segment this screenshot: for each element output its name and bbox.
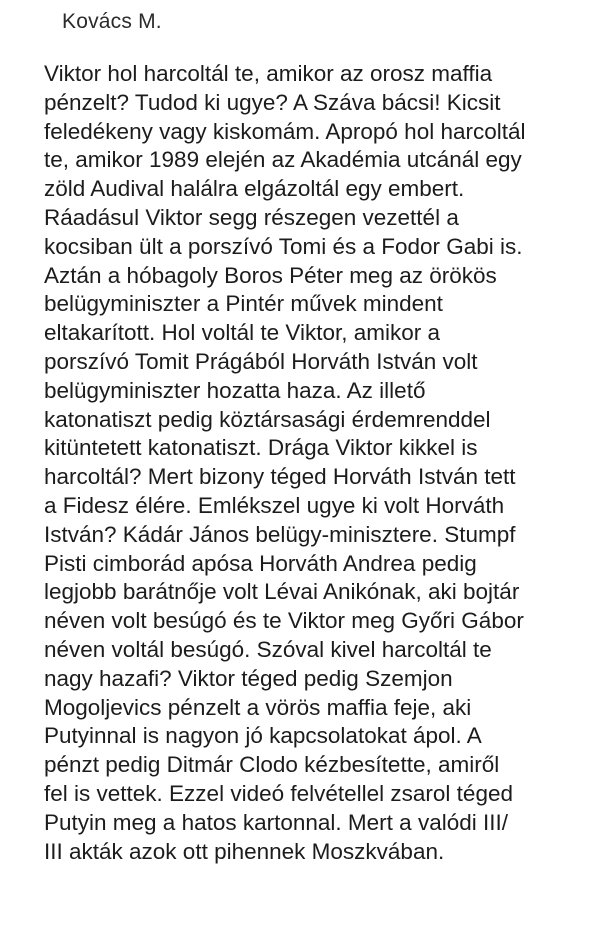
- post-body-line: nagy hazafi? Viktor téged pedig Szemjon: [44, 665, 453, 691]
- post-body-line: kitüntetett katonatiszt. Drága Viktor kikkel is: [44, 435, 478, 461]
- post-author-name[interactable]: Kovács M.: [62, 10, 162, 33]
- post-body-line: Viktor hol harcoltál te, amikor az orosz maffia: [44, 61, 493, 86]
- post-body-line: belügyminiszter a Pintér művek mindent: [44, 291, 443, 317]
- post-body-line: eltakarított. Hol voltál te Viktor, amikor a: [44, 320, 441, 346]
- post-body-line: a Fidesz élére. Emlékszel ugye ki volt Horváth: [44, 492, 505, 518]
- post-body-line: néven voltál besúgó. Szóval kivel harcoltál te: [44, 636, 492, 662]
- post-body-line: Mogoljevics pénzelt a vörös maffia feje, aki: [44, 694, 472, 720]
- post-body-line: katonatiszt pedig köztársasági érdemrenddel: [44, 406, 491, 432]
- post-body-line: belügyminiszter hozatta haza. Az illető: [44, 377, 426, 403]
- post-body-line: porszívó Tomit Prágából Horváth István volt: [44, 348, 478, 374]
- post-body-line: fel is vettek. Ezzel videó felvétellel zsarol téged: [44, 780, 513, 806]
- post-body-line: Putyin meg a hatos kartonnal. Mert a valódi III/: [44, 809, 508, 835]
- post-body-line: kocsiban ült a porszívó Tomi és a Fodor Gabi is.: [44, 233, 523, 259]
- post-body-line: István? Kádár János belügy-minisztere. Stumpf: [44, 521, 516, 547]
- post-body-line: zöld Audival halálra elgázoltál egy embert.: [44, 176, 465, 202]
- post-body-line: Pisti cimborád apósa Horváth Andrea pedig: [44, 550, 477, 576]
- post-body-line: Aztán a hóbagoly Boros Péter meg az örökös: [44, 262, 497, 288]
- post-body-line: pénzt pedig Ditmár Clodo kézbesítette, amiről: [44, 752, 500, 778]
- post-body-line: pénzelt? Tudod ki ugye? A Száva bácsi! Kicsit: [44, 89, 501, 115]
- post-body-line: Putyinnal is nagyon jó kapcsolatokat ápol. A: [44, 723, 482, 749]
- post-body-line: harcoltál? Mert bizony téged Horváth István tett: [44, 464, 516, 490]
- post-body-line: legjobb barátnője volt Lévai Anikónak, aki bojtár: [44, 579, 520, 605]
- post-body-line: néven volt besúgó és te Viktor meg Győri Gábor: [44, 608, 524, 634]
- post-body-line: III akták azok ott pihennek Moszkvában.: [44, 838, 445, 864]
- post-body-text: [44, 60, 584, 866]
- post-body-line: feledékeny vagy kiskomám. Apropó hol harcoltál: [44, 118, 526, 144]
- post-body-line: te, amikor 1989 elején az Akadémia utcánál egy: [44, 147, 522, 173]
- post-body-line: Ráadásul Viktor segg részegen vezettél a: [44, 204, 459, 230]
